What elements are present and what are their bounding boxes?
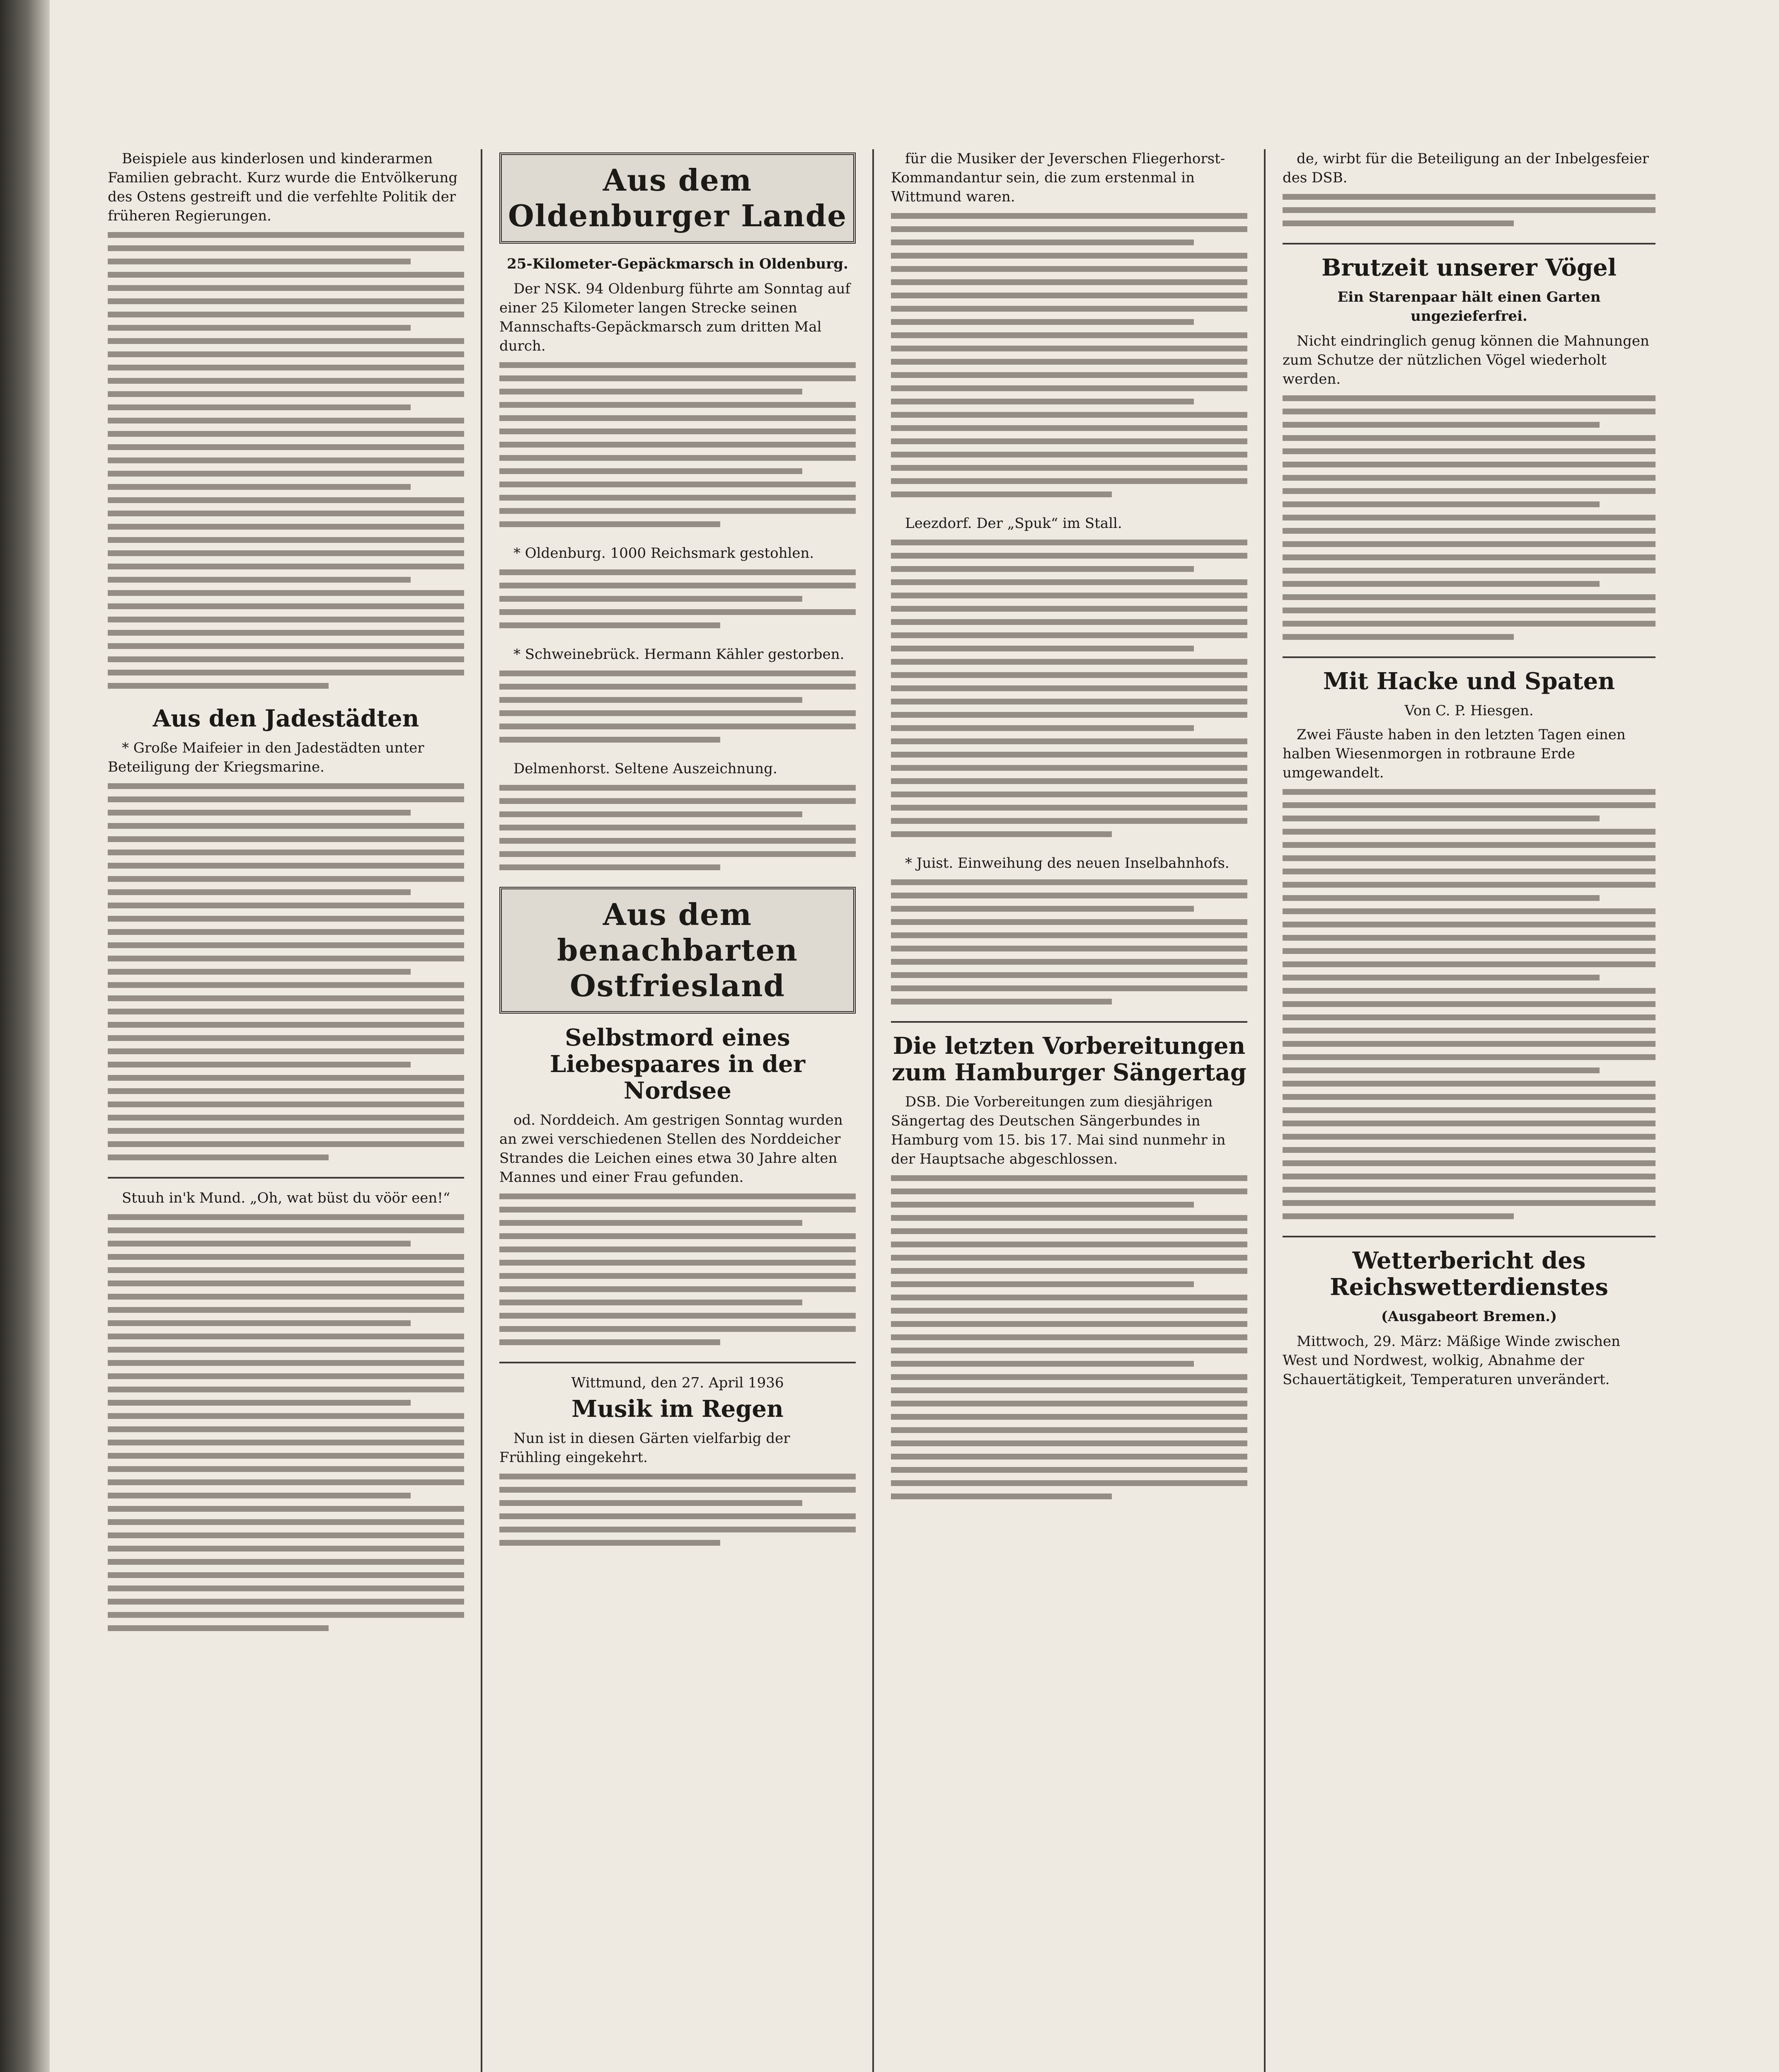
article-schweinebrueck bbox=[499, 645, 856, 743]
article-opening: Delmenhorst. Seltene Auszeichnung. bbox=[513, 760, 777, 777]
headline: Selbstmord eines Liebespaares in der Nordsee bbox=[549, 1024, 806, 1104]
article-opening: Beispiele aus kinderlosen und kinderarmen Familien gebracht. Kurz wurde die Entvölkerung des Ostens gestreift und die verfehlte Politik der früheren Regierungen. bbox=[108, 150, 458, 224]
binding-shadow bbox=[0, 0, 50, 2072]
article-opening: Der NSK. 94 Oldenburg führte am Sonntag auf einer 25 Kilometer langen Strecke seinen Mannschafts-Gepäckmarsch zum dritten Mal durch. bbox=[499, 281, 850, 354]
illegible-body-text bbox=[108, 1214, 464, 1631]
article-opening: Nun ist in diesen Gärten vielfarbig der Frühling eingekehrt. bbox=[499, 1430, 790, 1466]
article-juist-bahnhof bbox=[891, 854, 1247, 1005]
illegible-body-text bbox=[499, 1193, 856, 1345]
article-musik-im-regen bbox=[499, 1373, 856, 1546]
column-1 bbox=[108, 149, 464, 2072]
article-opening: de, wirbt für die Beteiligung an der Inbelgesfeier des DSB. bbox=[1283, 150, 1649, 186]
section-divider bbox=[108, 1177, 464, 1179]
article-opening: für die Musiker der Jeverschen Fliegerhorst-Kommandantur sein, die zum erstenmal in Wittmund waren. bbox=[891, 150, 1225, 205]
illegible-body-text bbox=[108, 783, 464, 1160]
byline: Von C. P. Hiesgen. bbox=[1404, 702, 1534, 719]
illegible-body-text bbox=[499, 670, 856, 743]
newspaper-page bbox=[50, 0, 1779, 2072]
article-wetterbericht bbox=[1283, 1247, 1656, 1389]
column-rule bbox=[872, 149, 874, 2072]
headline: Musik im Regen bbox=[571, 1395, 784, 1423]
article-ostfriesland bbox=[499, 887, 856, 1345]
article-opening: * Oldenburg. 1000 Reichsmark gestohlen. bbox=[513, 545, 814, 562]
illegible-body-text bbox=[1283, 194, 1656, 226]
column-4 bbox=[1283, 149, 1656, 2072]
article-familien bbox=[108, 149, 464, 689]
headline: Die letzten Vorbereitungen zum Hamburger Sängertag bbox=[892, 1032, 1247, 1086]
subheadline: (Ausgabeort Bremen.) bbox=[1381, 1308, 1557, 1325]
article-delmenhorst bbox=[499, 759, 856, 870]
illegible-body-text bbox=[499, 785, 856, 870]
article-plattdeutsch bbox=[108, 1188, 464, 1631]
column-3 bbox=[891, 149, 1247, 2072]
illegible-body-text bbox=[891, 213, 1247, 497]
article-opening: DSB. Die Vorbereitungen zum diesjährigen Sängertag des Deutschen Sängerbundes in Hamburg vom 15. bis 17. Mai sind nunmehr in der Hauptsache abgeschlossen. bbox=[891, 1094, 1226, 1167]
article-opening: Mittwoch, 29. März: Mäßige Winde zwischen West und Nordwest, wolkig, Abnahme der Schauertätigkeit, Temperaturen unverändert. bbox=[1283, 1333, 1621, 1388]
dateline: Wittmund, den 27. April 1936 bbox=[571, 1375, 784, 1391]
article-jadestaedte bbox=[108, 705, 464, 1160]
section-banner: Aus dem Oldenburger Lande bbox=[499, 152, 856, 244]
article-opening: * Juist. Einweihung des neuen Inselbahnhofs. bbox=[905, 855, 1230, 871]
article-brutzeit-voegel bbox=[1283, 254, 1656, 640]
section-divider bbox=[499, 1362, 856, 1363]
illegible-body-text bbox=[891, 540, 1247, 837]
headline: Brutzeit unserer Vögel bbox=[1322, 254, 1617, 281]
illegible-body-text bbox=[891, 1175, 1247, 1499]
column-rule bbox=[1264, 149, 1266, 2072]
article-dsb-feier bbox=[1283, 149, 1656, 226]
article-opening: Stuuh in'k Mund. „Oh, wat büst du vöör een!“ bbox=[122, 1190, 450, 1206]
column-rule bbox=[481, 149, 482, 2072]
illegible-body-text bbox=[499, 362, 856, 527]
article-opening: * Schweinebrück. Hermann Kähler gestorben. bbox=[513, 646, 845, 663]
column-2 bbox=[499, 149, 856, 2072]
illegible-body-text bbox=[499, 569, 856, 628]
illegible-body-text bbox=[1283, 395, 1656, 640]
headline: Mit Hacke und Spaten bbox=[1323, 668, 1615, 695]
article-opening: Nicht eindringlich genug können die Mahnungen zum Schutze der nützlichen Vögel wiederholt werden. bbox=[1283, 333, 1649, 387]
illegible-body-text bbox=[108, 232, 464, 689]
article-oldenburg-diebstahl bbox=[499, 544, 856, 628]
article-opening: * Große Maifeier in den Jadestädten unter Beteiligung der Kriegsmarine. bbox=[108, 740, 424, 775]
headline: Aus den Jadestädten bbox=[152, 705, 419, 732]
article-leezdorf-spuk bbox=[891, 514, 1247, 837]
illegible-body-text bbox=[499, 1474, 856, 1546]
illegible-body-text bbox=[891, 879, 1247, 1005]
subheadline: Ein Starenpaar hält einen Garten ungezieferfrei. bbox=[1337, 289, 1601, 324]
article-hacke-und-spaten bbox=[1283, 668, 1656, 1219]
section-divider bbox=[1283, 243, 1656, 244]
article-opening: Leezdorf. Der „Spuk“ im Stall. bbox=[905, 515, 1122, 532]
section-divider bbox=[1283, 1236, 1656, 1237]
article-fliegerhorst-konzert bbox=[891, 149, 1247, 497]
subheadline: 25-Kilometer-Gepäckmarsch in Oldenburg. bbox=[507, 256, 848, 272]
article-saengertag bbox=[891, 1033, 1247, 1499]
article-opening: Zwei Fäuste haben in den letzten Tagen einen halben Wiesenmorgen in rotbraune Erde umgewandelt. bbox=[1283, 726, 1626, 781]
section-banner: Aus dem benachbarten Ostfriesland bbox=[499, 887, 856, 1014]
article-opening: od. Norddeich. Am gestrigen Sonntag wurden an zwei verschiedenen Stellen des Norddeicher Strandes die Leichen eines etwa 30 Jahre alten Mannes und einer Frau gefunden. bbox=[499, 1112, 843, 1186]
article-oldenburger-lande bbox=[499, 152, 856, 527]
illegible-body-text bbox=[1283, 789, 1656, 1219]
headline: Wetterbericht des Reichswetterdienstes bbox=[1330, 1247, 1608, 1301]
section-divider bbox=[1283, 656, 1656, 658]
section-divider bbox=[891, 1021, 1247, 1023]
